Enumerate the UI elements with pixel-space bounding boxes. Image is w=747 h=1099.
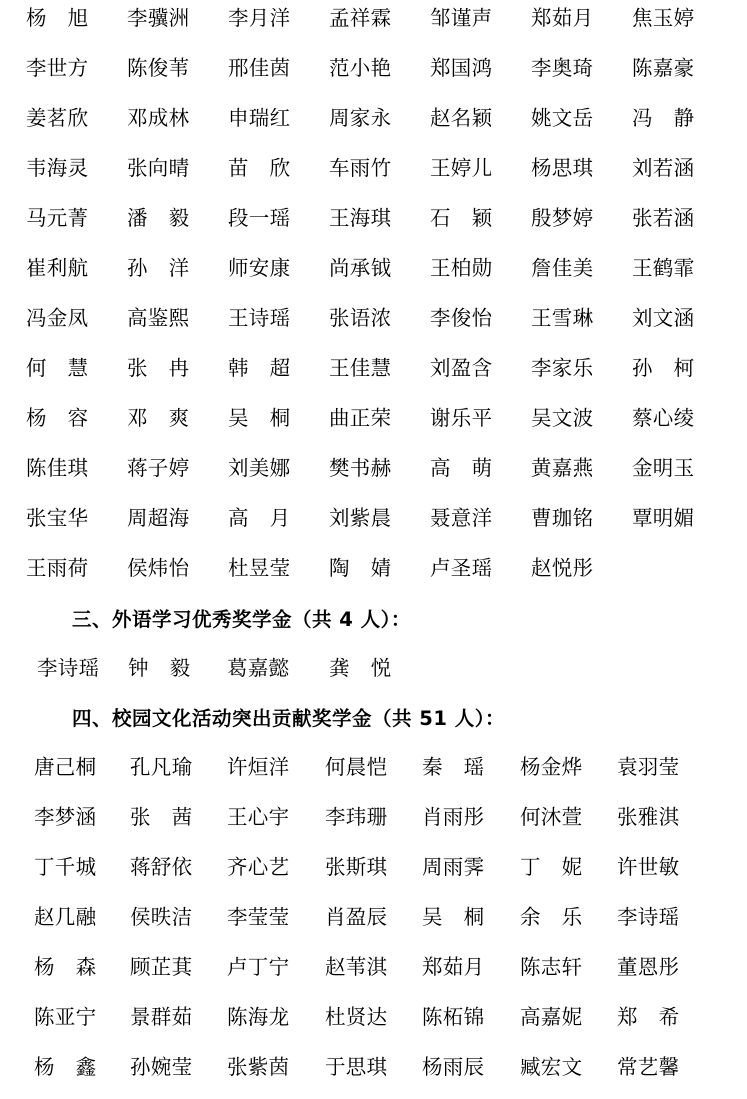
student-name: 杨雨辰 (422, 1055, 485, 1079)
student-name: 何沐萱 (520, 805, 583, 829)
student-name: 陈佳琪 (26, 456, 89, 480)
student-name: 陈志轩 (520, 955, 583, 979)
student-name: 余 乐 (520, 905, 583, 929)
student-name: 刘文涵 (632, 306, 695, 330)
student-name: 韩 超 (228, 356, 291, 380)
name-row (0, 849, 747, 899)
student-name: 秦 瑶 (422, 755, 485, 779)
name-row (0, 250, 747, 300)
student-name: 臧宏文 (520, 1055, 583, 1079)
student-name: 吴文波 (531, 406, 594, 430)
student-name: 景群茹 (130, 1005, 193, 1029)
student-name: 冯 静 (632, 106, 695, 130)
student-name: 郑 希 (617, 1005, 680, 1029)
name-row (0, 350, 747, 400)
name-row (0, 899, 747, 949)
student-name: 何 慧 (26, 356, 89, 380)
student-name: 申瑞红 (228, 106, 291, 130)
student-name: 杨 旭 (26, 6, 89, 30)
student-name: 丁千城 (34, 855, 97, 879)
student-name: 常艺馨 (617, 1055, 680, 1079)
student-name: 顾芷萁 (130, 955, 193, 979)
student-name: 赵几融 (34, 905, 97, 929)
student-name: 覃明媚 (632, 506, 695, 530)
name-row (0, 949, 747, 999)
student-name: 刘盈含 (430, 356, 493, 380)
student-name: 张 茜 (130, 805, 193, 829)
student-name: 李诗瑶 (617, 905, 680, 929)
student-name: 陈柘锦 (422, 1005, 485, 1029)
student-name: 赵苇淇 (325, 955, 388, 979)
student-name: 李俊怡 (430, 306, 493, 330)
student-name: 殷梦婷 (531, 206, 594, 230)
student-name: 孙 洋 (127, 256, 190, 280)
student-name: 陈亚宁 (34, 1005, 97, 1029)
student-name: 潘 毅 (127, 206, 190, 230)
student-name: 杨金烨 (520, 755, 583, 779)
student-name: 詹佳美 (531, 256, 594, 280)
student-name: 孟祥霖 (329, 6, 392, 30)
student-name: 唐己桐 (34, 755, 97, 779)
student-name: 张若涵 (632, 206, 695, 230)
student-name: 郑茹月 (531, 6, 594, 30)
student-name: 曹珈铭 (531, 506, 594, 530)
student-name: 张雅淇 (617, 805, 680, 829)
student-name: 王心宇 (227, 805, 290, 829)
student-name: 杜昱莹 (228, 556, 291, 580)
student-name: 陶 婧 (329, 556, 392, 580)
student-name: 于思琪 (325, 1055, 388, 1079)
student-name: 焦玉婷 (632, 6, 695, 30)
student-name: 谢乐平 (430, 406, 493, 430)
student-name: 郑国鸿 (430, 56, 493, 80)
student-name: 杜贤达 (325, 1005, 388, 1029)
student-name: 樊书赫 (329, 456, 392, 480)
student-name: 许世敏 (617, 855, 680, 879)
student-name: 赵名颖 (430, 106, 493, 130)
student-name: 何晨恺 (325, 755, 388, 779)
section-4-name-grid (0, 749, 747, 1099)
student-name: 张紫茵 (227, 1055, 290, 1079)
name-row (0, 100, 747, 150)
student-name: 高 萌 (430, 456, 493, 480)
section-4-heading: 四、校园文化活动突出贡献奖学金（共 51 人）： (72, 707, 505, 730)
student-name: 石 颖 (430, 206, 493, 230)
student-name: 李骥洲 (127, 6, 190, 30)
name-row (0, 749, 747, 799)
student-name: 王诗瑶 (228, 306, 291, 330)
student-name: 陈俊苇 (127, 56, 190, 80)
student-name: 车雨竹 (329, 156, 392, 180)
student-name: 邓成林 (127, 106, 190, 130)
student-name: 周雨霁 (422, 855, 485, 879)
student-name: 张宝华 (26, 506, 89, 530)
student-name: 黄嘉燕 (531, 456, 594, 480)
student-name: 姚文岳 (531, 106, 594, 130)
student-name: 聂意洋 (430, 506, 493, 530)
name-row (0, 999, 747, 1049)
student-name: 李奥琦 (531, 56, 594, 80)
name-row (0, 550, 747, 600)
student-name: 刘紫晨 (329, 506, 392, 530)
student-name: 马元菁 (26, 206, 89, 230)
student-name: 杨 森 (34, 955, 97, 979)
student-name: 崔利航 (26, 256, 89, 280)
name-row (0, 0, 747, 50)
student-name: 王雨荷 (26, 556, 89, 580)
student-name: 尚承钺 (329, 256, 392, 280)
name-row (0, 300, 747, 350)
name-row (0, 650, 747, 700)
student-name: 许烜洋 (227, 755, 290, 779)
student-name: 葛嘉懿 (227, 656, 290, 680)
student-name: 蒋子婷 (127, 456, 190, 480)
student-name: 李诗瑶 (37, 656, 100, 680)
student-name: 苗 欣 (228, 156, 291, 180)
student-name: 肖盈辰 (325, 905, 388, 929)
student-name: 袁羽莹 (617, 755, 680, 779)
student-name: 蔡心绫 (632, 406, 695, 430)
student-name: 刘美娜 (228, 456, 291, 480)
student-name: 李世方 (26, 56, 89, 80)
student-name: 陈嘉豪 (632, 56, 695, 80)
student-name: 王佳慧 (329, 356, 392, 380)
name-row (0, 400, 747, 450)
student-name: 张语浓 (329, 306, 392, 330)
student-name: 王雪琳 (531, 306, 594, 330)
student-name: 丁 妮 (520, 855, 583, 879)
student-name: 卢丁宁 (227, 955, 290, 979)
student-name: 刘若涵 (632, 156, 695, 180)
student-name: 段一瑶 (228, 206, 291, 230)
student-name: 高 月 (228, 506, 291, 530)
student-name: 李莹莹 (227, 905, 290, 929)
student-name: 姜茗欣 (26, 106, 89, 130)
student-name: 李梦涵 (34, 805, 97, 829)
student-name: 张 冉 (127, 356, 190, 380)
student-name: 龚 悦 (329, 656, 392, 680)
student-name: 卢圣瑶 (430, 556, 493, 580)
student-name: 董恩彤 (617, 955, 680, 979)
student-name: 高鉴熙 (127, 306, 190, 330)
student-name: 邹谨声 (430, 6, 493, 30)
student-name: 侯昳洁 (130, 905, 193, 929)
student-name: 杨思琪 (531, 156, 594, 180)
name-row (0, 450, 747, 500)
student-name: 吴 桐 (422, 905, 485, 929)
student-name: 侯炜怡 (127, 556, 190, 580)
student-name: 齐心艺 (227, 855, 290, 879)
student-name: 韦海灵 (26, 156, 89, 180)
student-name: 吴 桐 (228, 406, 291, 430)
student-name: 肖雨彤 (422, 805, 485, 829)
student-name: 钟 毅 (128, 656, 191, 680)
name-row (0, 1049, 747, 1099)
student-name: 郑茹月 (422, 955, 485, 979)
student-name: 李玮珊 (325, 805, 388, 829)
student-name: 王柏勋 (430, 256, 493, 280)
student-name: 杨 鑫 (34, 1055, 97, 1079)
student-name: 高嘉妮 (520, 1005, 583, 1029)
student-name: 李家乐 (531, 356, 594, 380)
student-name: 邓 爽 (127, 406, 190, 430)
student-name: 周超海 (127, 506, 190, 530)
student-name: 张斯琪 (325, 855, 388, 879)
student-name: 陈海龙 (227, 1005, 290, 1029)
name-row (0, 200, 747, 250)
name-row (0, 500, 747, 550)
section-3-name-grid (0, 650, 747, 700)
student-name: 冯金凤 (26, 306, 89, 330)
student-name: 张向晴 (127, 156, 190, 180)
student-name: 曲正荣 (329, 406, 392, 430)
student-name: 王婷儿 (430, 156, 493, 180)
student-name: 邢佳茵 (228, 56, 291, 80)
name-row (0, 150, 747, 200)
student-name: 王海琪 (329, 206, 392, 230)
student-name: 孙婉莹 (130, 1055, 193, 1079)
student-name: 赵悦彤 (531, 556, 594, 580)
student-name: 蒋舒依 (130, 855, 193, 879)
student-name: 金明玉 (632, 456, 695, 480)
student-name: 李月洋 (228, 6, 291, 30)
student-name: 范小艳 (329, 56, 392, 80)
section-3-heading: 三、外语学习优秀奖学金（共 4 人）： (72, 608, 411, 631)
student-name: 王鹤霏 (632, 256, 695, 280)
student-name: 孙 柯 (632, 356, 695, 380)
student-name: 孔凡瑜 (130, 755, 193, 779)
name-row (0, 50, 747, 100)
student-name: 师安康 (228, 256, 291, 280)
student-name: 周家永 (329, 106, 392, 130)
name-row (0, 799, 747, 849)
student-name: 杨 容 (26, 406, 89, 430)
